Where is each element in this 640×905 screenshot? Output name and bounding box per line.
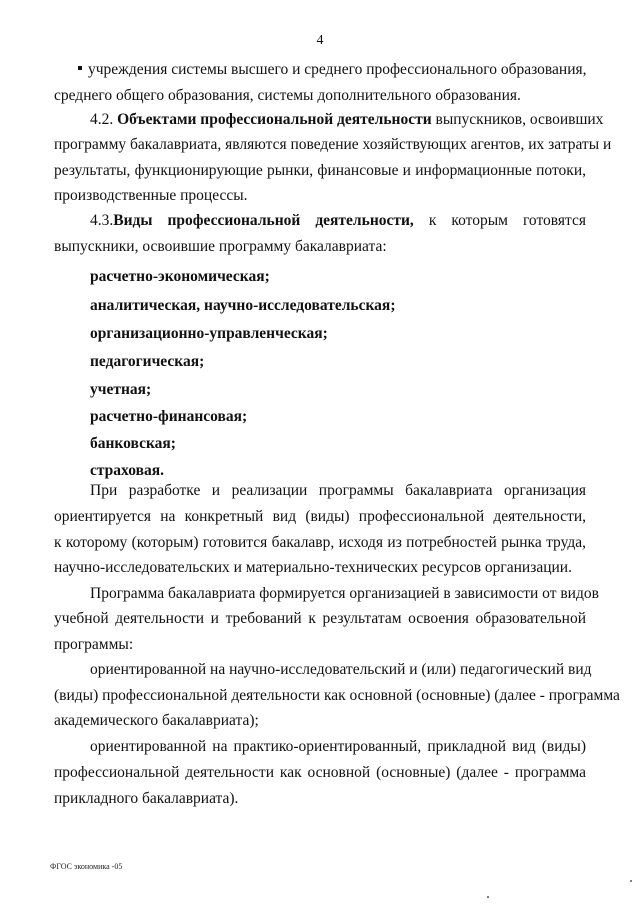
scan-speck [630,880,632,882]
list-item: учетная; [90,381,152,398]
text-line: учреждения системы высшего и среднего профессионального образования, [78,60,586,80]
list-item: аналитическая, научно-исследовательская; [90,297,396,314]
text-line: ориентированной на практико-ориентированный, прикладной вид (виды) [90,738,586,755]
bullet-mark [78,66,82,70]
list-item: страховая. [90,462,164,479]
text-line: профессиональной деятельности как основной (основные) (далее - программа [54,764,586,781]
list-item: расчетно-экономическая; [90,268,270,285]
scan-speck [487,896,489,898]
text-line: программы: [54,636,134,653]
text-line: ориентируется на конкретный вид (виды) профессиональной деятельности, [54,508,586,525]
footer-note: ФГОС экономика -05 [50,862,123,871]
text-line: (виды) профессиональной деятельности как основной (основные) (далее - программа [54,687,620,704]
term-objects: Объектами профессиональной деятельности [117,111,432,128]
page-number: 4 [316,33,324,48]
text-line: к которому (которым) готовится бакалавр, исходя из потребностей рынка труда, [54,534,586,551]
text-line: учебной деятельности и требований к результатам освоения образовательной [54,610,586,627]
text-line: результаты, функционирующие рынки, финансовые и информационные потоки, [54,162,586,179]
text-line: выпускники, освоившие программу бакалавриата: [54,238,387,255]
paragraph-4-2-first-line: 4.2. Объектами профессиональной деятельности выпускников, освоивших [90,111,604,128]
text-line: При разработке и реализации программы бакалавриата организация [90,482,586,499]
text-line: ориентированной на научно-исследовательский и (или) педагогический вид [90,661,592,678]
list-item: расчетно-финансовая; [90,408,248,425]
list-item: банковская; [90,435,176,452]
text-line: производственные процессы. [54,187,248,204]
paragraph-4-3-first-line: 4.3.Виды профессиональной деятельности, к которым готовятся [90,212,586,229]
list-item: организационно-управленческая; [90,325,328,342]
text-line: научно-исследовательских и материально-технических ресурсов организации. [54,559,572,576]
text-line: прикладного бакалавриата). [54,790,239,807]
list-item: педагогическая; [90,353,205,370]
text-line: программу бакалавриата, являются поведение хозяйствующих агентов, их затраты и [54,136,612,153]
text-line: академического бакалавриата); [54,712,259,729]
text-line: Программа бакалавриата формируется организацией в зависимости от видов [90,585,599,602]
text-line: среднего общего образования, системы дополнительного образования. [54,87,521,104]
